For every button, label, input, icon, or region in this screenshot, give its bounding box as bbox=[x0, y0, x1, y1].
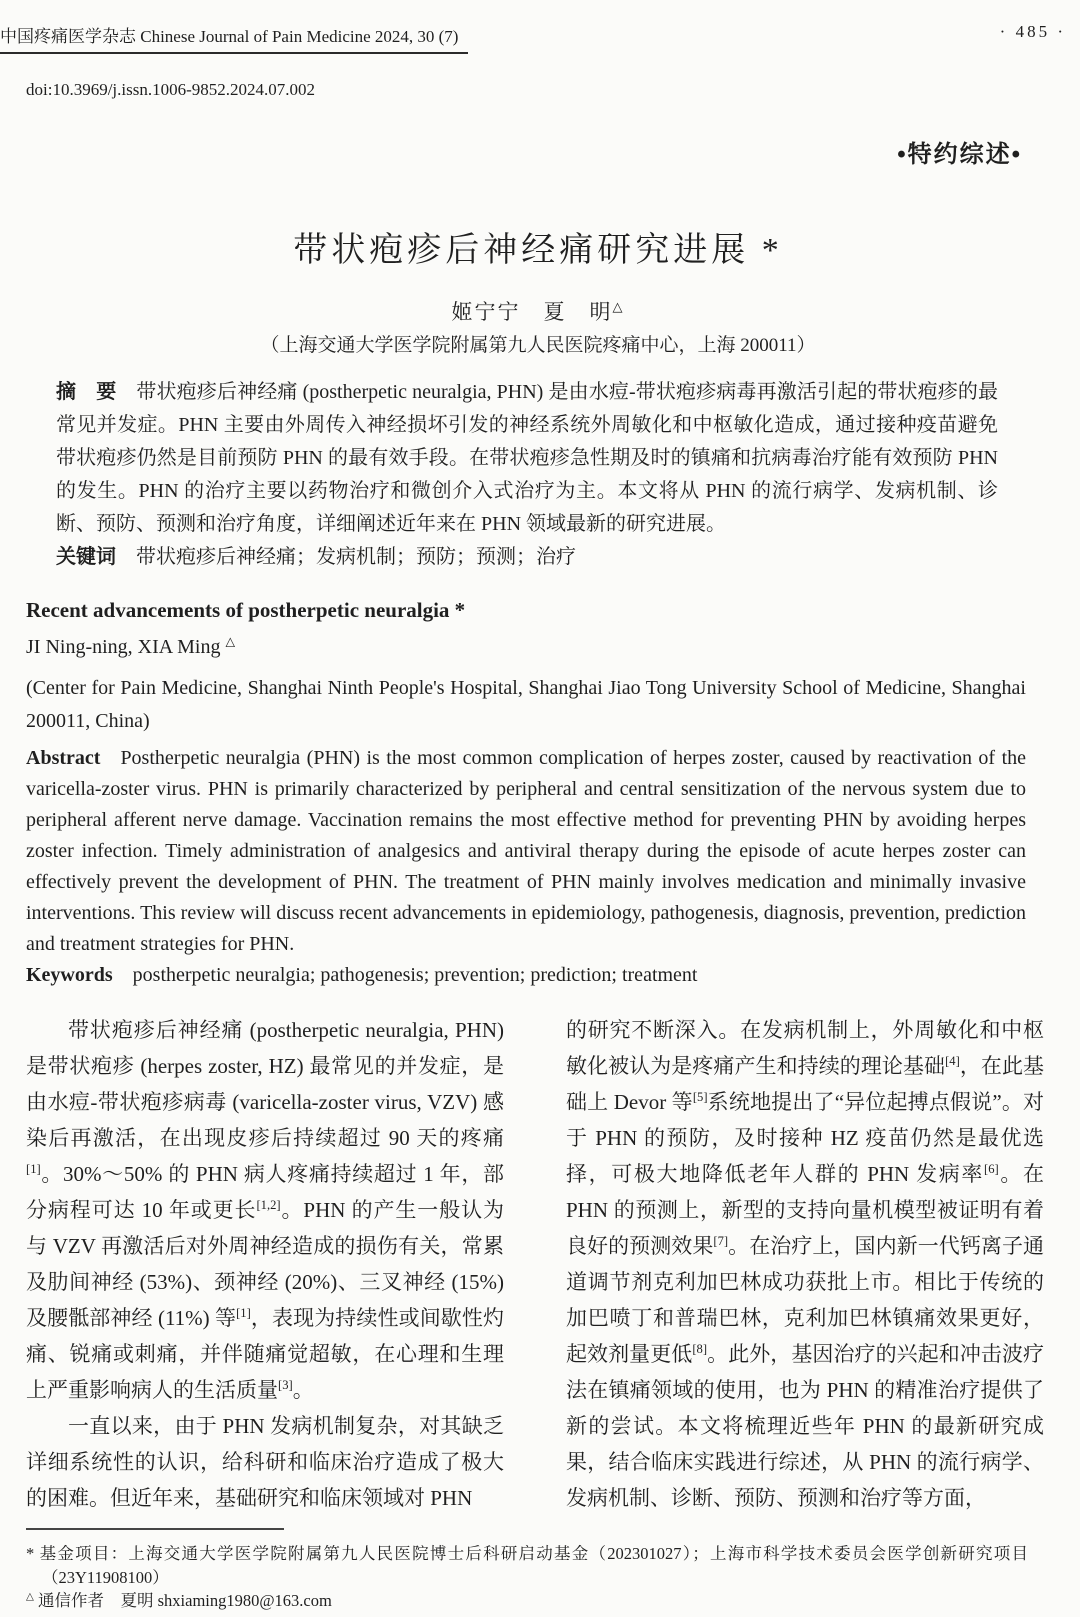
keywords-cn-text: 带状疱疹后神经痛；发病机制；预防；预测；治疗 bbox=[136, 546, 576, 568]
keywords-cn-label: 关键词 bbox=[56, 546, 116, 568]
abstract-cn-text: 带状疱疹后神经痛 (postherpetic neuralgia, PHN) 是由水痘-带状疱疹病毒再激活引起的带状疱疹的最常见并发症。PHN 主要由外周传入神经损坏引发的神经系统外周敏化和中枢敏化造成，通过接种疫苗避免带状疱疹仍然是目前预防 PHN 的最有效手段。在带状疱疹急性期及时的镇痛和抗病毒治疗能有效预防 PHN 的发生。PHN 的治疗主要以药物治疗和微创介入式治疗为主。本文将从 PHN 的流行病学、发病机制、诊断、预防、预测和治疗角度，详细阐述近年来在 PHN 领域最新的研究进展。 bbox=[56, 381, 999, 535]
body-paragraph: 带状疱疹后神经痛 (postherpetic neuralgia, PHN) 是带状疱疹 (herpes zoster, HZ) 最常见的并发症，是由水痘-带状疱疹病毒 (varicella-zoster virus, VZV) 感染后再激活，在出现皮疹后持续超过 90 天的疼痛[1]。30%～50% 的 PHN 病人疼痛持续超过 1 年，部分病程可达 10 年或更长[1,2]。PHN 的产生一般认为与 VZV 再激活后对外周神经造成的损伤有关，常累及肋间神经 (53%)、颈神经 (20%)、三叉神经 (15%) 及腰骶部神经 (11%) 等[1]，表现为持续性或间歇性灼痛、锐痛或刺痛，并伴随痛觉超敏，在心理和生理上严重影响病人的生活质量[3]。 bbox=[26, 1018, 505, 1402]
footnote-fund-marker: * bbox=[26, 1544, 35, 1563]
doi-line: doi:10.3969/j.issn.1006-9852.2024.07.002 bbox=[26, 80, 316, 99]
body-columns bbox=[26, 1012, 1044, 1516]
keywords-en bbox=[26, 960, 1026, 991]
english-section bbox=[26, 598, 1026, 991]
corresponding-author-mark: △ bbox=[612, 299, 625, 314]
body-paragraph: 的研究不断深入。在发病机制上，外周敏化和中枢敏化被认为是疼痛产生和持续的理论基础[4]，在此基础上 Devor 等[5]系统地提出了“异位起搏点假说”。对于 PHN 的预防，及时接种 HZ 疫苗仍然是最优选择，可极大地降低老年人群的 PHN 发病率[6]。在 PHN 的预测上，新型的支持向量机模型被证明有着良好的预测效果[7]。在治疗上，国内新一代钙离子通道调节剂克利加巴林成功获批上市。相比于传统的加巴喷丁和普瑞巴林，克利加巴林镇痛效果更好，起效剂量更低[8]。此外，基因治疗的兴起和冲击波疗法在镇痛领域的使用，也为 PHN 的精准治疗提供了新的尝试。本文将梳理近些年 PHN 的最新研究成果，结合临床实践进行综述，从 PHN 的流行病学、发病机制、诊断、预防、预测和治疗等方面， bbox=[566, 1018, 1045, 1510]
section-label: •特约综述• bbox=[897, 141, 1022, 168]
abstract-cn-label: 摘 要 bbox=[56, 381, 117, 403]
body-paragraph: 一直以来，由于 PHN 发病机制复杂，对其缺乏详细系统性的认识，给科研和临床治疗造成了极大的困难。但近年来，基础研究和临床领域对 PHN bbox=[26, 1414, 504, 1510]
abstract-en-text: Postherpetic neuralgia (PHN) is the most common complication of herpes zoster, caused by reactivation of the varicella-zoster virus. PHN is primarily characterized by peripheral and central sensitization of the nervous system due to peripheral afferent nerve damage. Vaccination remains the most effective method for preventing PHN by avoiding herpes zoster infection. Timely administration of analgesics and antiviral therapy during the episode of acute herpes zoster can effectively prevent the development of PHN. The treatment of PHN mainly involves medication and minimally invasive interventions. This review will discuss recent advancements in epidemiology, pathogenesis, diagnosis, prevention, prediction and treatment strategies for PHN. bbox=[26, 747, 1026, 955]
authors-en bbox=[26, 636, 1026, 659]
abstract-en bbox=[26, 743, 1026, 960]
body-column-left bbox=[26, 1012, 504, 1516]
affiliation-cn: （上海交通大学医学院附属第九人民医院疼痛中心，上海 200011） bbox=[260, 335, 816, 356]
keywords-en-label: Keywords bbox=[26, 964, 113, 986]
keywords-cn bbox=[56, 541, 998, 574]
authors-en-names: JI Ning-ning, XIA Ming bbox=[26, 636, 221, 658]
footnote-corresponding bbox=[26, 1589, 1028, 1613]
affiliation-en: (Center for Pain Medicine, Shanghai Ninth People's Hospital, Shanghai Jiao Tong University School of Medicine, Shanghai 200011, China) bbox=[26, 677, 1026, 732]
footnote-corr-marker: △ bbox=[26, 1591, 34, 1603]
keywords-en-text: postherpetic neuralgia; pathogenesis; prevention; prediction; treatment bbox=[132, 964, 698, 986]
footnote-divider bbox=[26, 1528, 284, 1530]
footnote-block bbox=[26, 1528, 1028, 1613]
body-column-right bbox=[566, 1012, 1044, 1516]
journal-header-text: 中国疼痛医学杂志 Chinese Journal of Pain Medicine 2024, 30 (7) bbox=[0, 22, 468, 54]
footnote-fund bbox=[26, 1542, 1028, 1589]
corresponding-author-mark-en: △ bbox=[225, 634, 235, 649]
footnote-corr-text: 通信作者 夏明 shxiaming1980@163.com bbox=[37, 1591, 332, 1610]
article-title-cn: 带状疱疹后神经痛研究进展 * bbox=[293, 232, 783, 269]
abstract-cn-block bbox=[56, 376, 998, 574]
authors-cn bbox=[26, 296, 1050, 326]
abstract-en-label: Abstract bbox=[26, 747, 101, 769]
authors-cn-names: 姬宁宁 夏 明 bbox=[451, 300, 613, 324]
article-title-en: Recent advancements of postherpetic neuralgia * bbox=[26, 598, 466, 622]
footnote-fund-text: 基金项目：上海交通大学医学院附属第九人民医院博士后科研启动基金（202301027）；上海市科学技术委员会医学创新研究项目（23Y11908100） bbox=[39, 1544, 1029, 1587]
abstract-cn bbox=[56, 376, 998, 541]
page-number: · 485 · bbox=[999, 22, 1066, 41]
page-header bbox=[0, 22, 1080, 54]
